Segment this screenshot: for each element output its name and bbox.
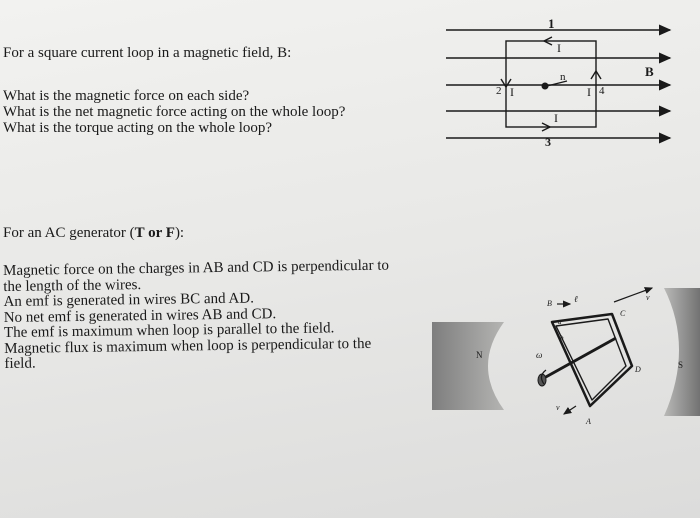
question2-line: the length of the wires. xyxy=(3,276,142,295)
question1-item: What is the torque acting on the whole loop? xyxy=(3,120,273,136)
length-label: ℓ xyxy=(574,294,578,304)
field-label: B xyxy=(645,64,654,79)
question2-line: field. xyxy=(4,355,36,372)
side-b-label: b xyxy=(560,334,564,342)
coil-loop xyxy=(552,314,632,406)
velocity-arrow-bottom xyxy=(564,406,576,414)
corner-d-label: D xyxy=(635,365,641,374)
square-loop xyxy=(506,41,596,127)
question1-title: For a square current loop in a magnetic field, B: xyxy=(3,45,292,61)
right-current-label: I xyxy=(587,85,591,99)
south-magnet xyxy=(664,288,700,416)
question2-line: No net emf is generated in wires AB and CD. xyxy=(3,305,277,326)
left-current-label: I xyxy=(510,85,514,99)
side-a-label: a xyxy=(558,318,562,326)
bottom-current-label: I xyxy=(554,111,558,125)
question2-list xyxy=(3,258,390,372)
question2-line: The emf is maximum when loop is parallel to the field. xyxy=(3,320,335,341)
north-label: N xyxy=(476,350,483,360)
corner-a-label: A xyxy=(586,417,591,426)
side-3-label: 3 xyxy=(545,135,551,149)
axle xyxy=(544,338,616,378)
question2-title-suffix: ): xyxy=(174,225,185,241)
side-2-label: 2 xyxy=(496,85,502,97)
question2-line: Magnetic flux is maximum when loop is perpendicular to the xyxy=(4,335,372,357)
omega-label: ω xyxy=(536,350,543,360)
top-current-label: I xyxy=(557,41,561,55)
question1-item: What is the magnetic force on each side? xyxy=(3,88,250,104)
normal-origin-dot xyxy=(542,83,549,90)
velocity-top-label: v xyxy=(646,293,650,302)
corner-c-label: C xyxy=(620,309,626,318)
north-magnet xyxy=(432,322,504,410)
question1-item: What is the net magnetic force acting on the whole loop? xyxy=(3,104,346,120)
velocity-bottom-label: v xyxy=(556,403,560,412)
question1-list xyxy=(3,88,345,136)
current-loop-figure xyxy=(444,16,694,156)
side-4-label: 4 xyxy=(599,85,605,97)
question2-line: An emf is generated in wires BC and AD. xyxy=(3,290,255,310)
side-1-label: 1 xyxy=(548,16,555,31)
normal-label: n xyxy=(560,71,566,83)
question2-title xyxy=(3,225,184,242)
south-label: S xyxy=(678,360,684,370)
corner-b-label: B xyxy=(547,299,552,308)
ac-generator-figure xyxy=(432,278,700,428)
question2-title-bold: T or F xyxy=(134,225,175,241)
question2-title-prefix: For an AC generator ( xyxy=(3,225,135,241)
question2-line: Magnetic force on the charges in AB and CD is perpendicular to xyxy=(3,257,390,279)
